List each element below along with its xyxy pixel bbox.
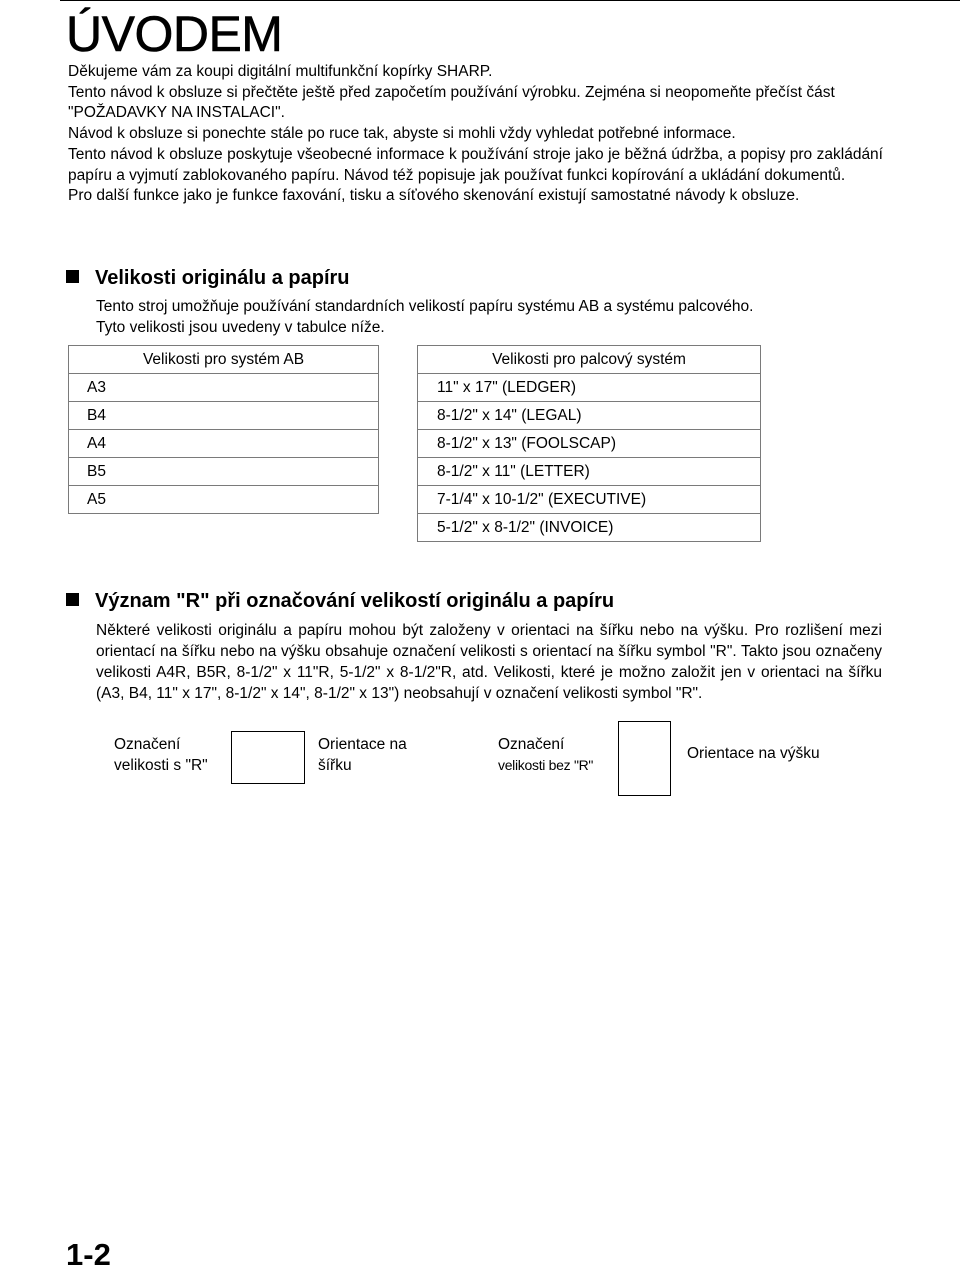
section-heading-text: Velikosti originálu a papíru <box>95 267 350 289</box>
table-cell: 8-1/2" x 14" (LEGAL) <box>418 402 761 430</box>
table-cell: B5 <box>69 458 379 486</box>
page-title: ÚVODEM <box>66 6 283 62</box>
label-line: velikosti bez "R" <box>498 757 594 773</box>
label-r-designation <box>114 734 208 776</box>
intro-paragraph: Děkujeme vám za koupi digitální multifunkční kopírky SHARP. <box>68 63 493 80</box>
section-paragraph: Tento stroj umožňuje používání standardních velikostí papíru systému AB a systému palcového. <box>96 298 754 315</box>
table-cell: A4 <box>69 430 379 458</box>
label-portrait: Orientace na výšku <box>687 745 820 762</box>
label-line: Orientace na <box>318 736 407 753</box>
section-r-meaning-text: Některé velikosti originálu a papíru mohou být založeny v orientaci na šířku nebo na výšku. Pro rozlišení mezi orientací na šířku nebo na výšku obsahuje označení velikosti s orientací na šířku symbol "R". Takto jsou označeny velikosti A4R, B5R, 8-1/2" x 11"R, 5-1/2" x 8-1/2"R, atd. Velikosti, které je možno založit jen v orientaci na šířku (A3, B4, 11" x 17", 8-1/2" x 14", 8-1/2" x 13") neobsahují v označení velikosti symbol "R". <box>96 622 882 702</box>
table-cell: 7-1/4" x 10-1/2" (EXECUTIVE) <box>418 486 761 514</box>
intro-paragraph: Návod k obsluze si ponechte stále po ruce tak, abyste si mohli vždy vyhledat potřebné informace. <box>68 125 736 143</box>
table-header: Velikosti pro palcový systém <box>418 346 761 374</box>
table-cell: A5 <box>69 486 379 514</box>
label-line: Označení <box>498 736 565 753</box>
top-rule <box>60 0 960 1</box>
section-sizes-text <box>96 297 876 338</box>
bullet-square-icon <box>66 270 79 283</box>
label-line: Označení <box>114 736 181 753</box>
page-number: 1-2 <box>66 1237 111 1272</box>
section-heading-sizes <box>66 266 350 290</box>
label-line: šířku <box>318 757 352 774</box>
intro-text <box>68 62 883 207</box>
table-cell: A3 <box>69 374 379 402</box>
section-heading-r-meaning <box>66 589 614 613</box>
label-no-r-designation <box>498 734 593 776</box>
table-cell: B4 <box>69 402 379 430</box>
ab-sizes-table <box>68 345 379 514</box>
intro-paragraph: Tento návod k obsluze poskytuje všeobecné informace k používání stroje jako je běžná údržba, a popisy pro zakládání papíru a vyjmutí zablokovaného papíru. Návod též popisuje jak používat funkci kopírování a ukládání dokumentů. <box>68 145 883 184</box>
label-line: velikosti s "R" <box>114 757 208 774</box>
inch-sizes-table <box>417 345 761 542</box>
bullet-square-icon <box>66 593 79 606</box>
intro-paragraph: Tento návod k obsluze si přečtěte ještě před započetím používání výrobku. Zejména si neopomeňte přečíst část "POŽADAVKY NA INSTALACI". <box>68 83 835 122</box>
table-cell: 11" x 17" (LEDGER) <box>418 374 761 402</box>
table-cell: 8-1/2" x 11" (LETTER) <box>418 458 761 486</box>
label-landscape <box>318 734 407 776</box>
landscape-sheet-icon <box>231 731 305 784</box>
table-cell: 8-1/2" x 13" (FOOLSCAP) <box>418 430 761 458</box>
table-header: Velikosti pro systém AB <box>69 346 379 374</box>
section-heading-text: Význam "R" při označování velikostí originálu a papíru <box>95 590 615 612</box>
intro-paragraph: Pro další funkce jako je funkce faxování, tisku a síťového skenování existují samostatné návody k obsluze. <box>68 187 800 205</box>
table-cell: 5-1/2" x 8-1/2" (INVOICE) <box>418 514 761 542</box>
section-paragraph: Tyto velikosti jsou uvedeny v tabulce níže. <box>96 318 385 336</box>
portrait-sheet-icon <box>618 721 671 796</box>
